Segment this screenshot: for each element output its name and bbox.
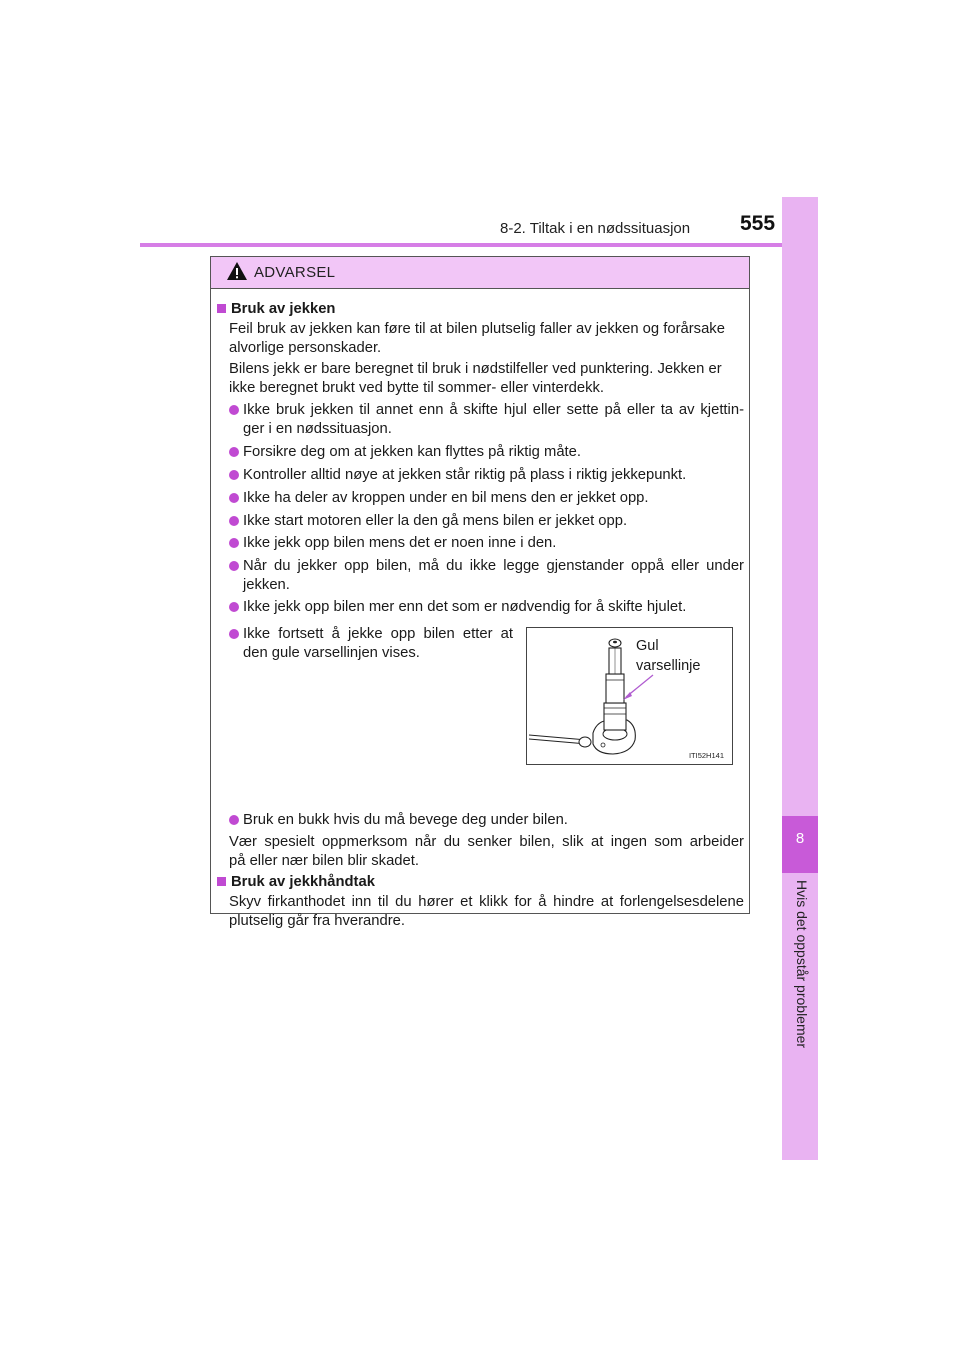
figure-label: varsellinje (636, 658, 701, 674)
paragraph-line: Bilens jekk er bare beregnet til bruk i nødstilfeller ved punktering. Jekken er (229, 361, 722, 377)
paragraph-line: Vær spesielt oppmerksom når du senker bilen, slik at ingen som arbeider (229, 834, 744, 850)
paragraph-line: Skyv firkanthodet inn til du hører et klikk for å hindre at forlengelsesdelene (229, 894, 744, 910)
bullet-icon (229, 516, 239, 526)
section-marker (217, 877, 226, 886)
jack-illustration (526, 627, 733, 765)
bullet-text: Ikke jekk opp bilen mer enn det som er nødvendig for å skifte hjulet. (243, 599, 687, 615)
figure-label: Gul (636, 638, 659, 654)
bullet-text: den gule varsellinjen vises. (243, 645, 420, 661)
bullet-text: Kontroller alltid nøye at jekken står riktig på plass i riktig jekkepunkt. (243, 467, 687, 483)
warning-box (210, 256, 750, 929)
chapter-number: 8 (795, 830, 805, 847)
bullet-text: Ikke jekk opp bilen mens det er noen inne i den. (243, 535, 557, 551)
paragraph-line: på eller nær bilen blir skadet. (229, 853, 419, 869)
bullet-text: Når du jekker opp bilen, må du ikke legge gjenstander oppå eller under (243, 558, 744, 574)
bullet-icon (229, 470, 239, 480)
section-title: Bruk av jekkhåndtak (231, 874, 375, 890)
figure-code: ITI52H141 (688, 751, 724, 760)
bullet-text: Forsikre deg om at jekken kan flyttes på riktig måte. (243, 444, 582, 460)
bullet-text: Ikke start motoren eller la den gå mens bilen er jekket opp. (243, 513, 628, 529)
chapter-title: Hvis det oppstår problemer (794, 880, 810, 1049)
section-marker (217, 304, 226, 313)
paragraph-line: alvorlige personskader. (229, 340, 382, 356)
bullet-text: Ikke fortsett å jekke opp bilen etter at (243, 626, 513, 642)
bullet-icon (229, 493, 239, 503)
section-title: Bruk av jekken (231, 301, 336, 317)
jack-drawing (527, 628, 732, 764)
bullet-icon (229, 629, 239, 639)
warning-triangle-icon (226, 261, 248, 281)
page-number: 555 (740, 212, 776, 235)
bullet-text: jekken. (243, 577, 290, 593)
paragraph-line: Feil bruk av jekken kan føre til at bilen plutselig faller av jekken og forårsake (229, 321, 725, 337)
bullet-text: Ikke bruk jekken til annet enn å skifte hjul eller sette på eller ta av kjettin- (243, 402, 744, 418)
bullet-text: ger i en nødssituasjon. (243, 421, 392, 437)
bullet-icon (229, 561, 239, 571)
bullet-icon (229, 602, 239, 612)
bullet-icon (229, 815, 239, 825)
section-header: 8-2. Tiltak i en nødssituasjon (500, 220, 691, 237)
bullet-text: Ikke ha deler av kroppen under en bil mens den er jekket opp. (243, 490, 649, 506)
bullet-text: Bruk en bukk hvis du må bevege deg under bilen. (243, 812, 568, 828)
paragraph-line: ikke beregnet brukt ved bytte til sommer- eller vinterdekk. (229, 380, 605, 396)
bullet-icon (229, 538, 239, 548)
warning-header (211, 257, 749, 289)
paragraph-line: plutselig går fra hverandre. (229, 913, 406, 929)
warning-label: ADVARSEL (254, 264, 336, 281)
bullet-icon (229, 405, 239, 415)
header-divider (140, 243, 818, 247)
bullet-icon (229, 447, 239, 457)
